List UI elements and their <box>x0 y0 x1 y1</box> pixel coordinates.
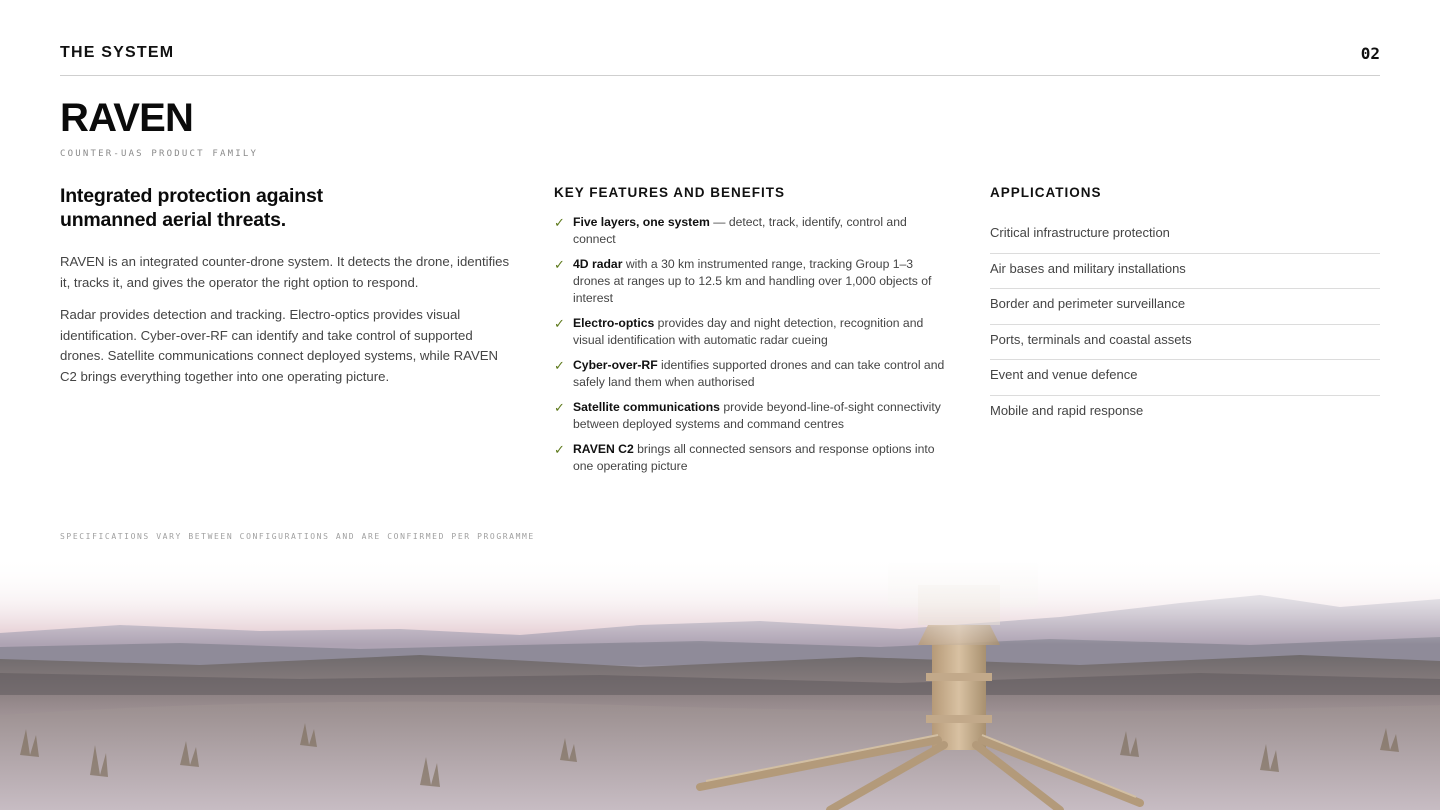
application-item: Border and perimeter surveillance <box>990 289 1380 325</box>
features-list <box>554 214 946 475</box>
feature-text: — detect, track, identify, control and connect <box>573 215 907 246</box>
check-icon: ✓ <box>554 442 565 457</box>
check-icon: ✓ <box>554 400 565 415</box>
features-heading: KEY FEATURES AND BENEFITS <box>554 185 786 200</box>
applications-list <box>990 218 1380 431</box>
page-header <box>60 44 1380 76</box>
feature-text: identifies supported drones and can take control and safely land them when authorised <box>573 358 945 389</box>
specifications-footnote: SPECIFICATIONS VARY BETWEEN CONFIGURATIONS AND ARE CONFIRMED PER PROGRAMME <box>60 532 535 541</box>
feature-title: Cyber-over-RF <box>573 358 658 372</box>
feature-item <box>554 357 946 391</box>
feature-title: Satellite communications <box>573 400 720 414</box>
feature-text: provides day and night detection, recognition and visual identification with automatic radar cueing <box>573 316 924 347</box>
intro-headline-line2: unmanned aerial threats. <box>60 209 287 231</box>
application-item: Mobile and rapid response <box>990 402 1144 418</box>
applications-column <box>990 185 1380 431</box>
intro-headline-line1: Integrated protection against <box>60 185 323 207</box>
feature-title: Five layers, one system <box>573 215 710 229</box>
feature-title: Electro-optics <box>573 316 655 330</box>
feature-item <box>554 256 946 307</box>
check-icon: ✓ <box>554 358 565 373</box>
feature-item <box>554 441 946 475</box>
intro-column <box>60 184 510 387</box>
check-icon: ✓ <box>554 257 565 272</box>
intro-paragraph: Radar provides detection and tracking. Electro-optics provides visual identification. Cyber-over-RF can identify and take control of supported drones. Satellite communications connect deployed systems, while RAVEN C2 brings everything together into one operating picture. <box>60 307 499 384</box>
feature-item <box>554 399 946 433</box>
intro-headline <box>60 184 510 232</box>
application-item: Event and venue defence <box>990 360 1380 396</box>
application-item: Ports, terminals and coastal assets <box>990 325 1380 361</box>
feature-title: RAVEN C2 <box>573 442 634 456</box>
section-label: THE SYSTEM <box>60 44 175 61</box>
feature-title: 4D radar <box>573 257 623 271</box>
application-item: Critical infrastructure protection <box>990 218 1380 254</box>
intro-paragraph: RAVEN is an integrated counter-drone system. It detects the drone, identifies it, tracks it, and gives the operator the right option to respond. <box>60 254 510 290</box>
product-family-subtitle: COUNTER-UAS PRODUCT FAMILY <box>60 149 259 159</box>
feature-text: brings all connected sensors and response options into one operating picture <box>573 442 935 473</box>
applications-heading: APPLICATIONS <box>990 185 1102 200</box>
landscape-photo <box>0 555 1440 810</box>
application-item: Air bases and military installations <box>990 254 1380 290</box>
product-title: RAVEN <box>60 96 194 140</box>
feature-item <box>554 315 946 349</box>
desert-landscape-image <box>0 555 1440 810</box>
check-icon: ✓ <box>554 316 565 331</box>
feature-text: with a 30 km instrumented range, tracking Group 1–3 drones at ranges up to 12.5 km and handling over 1,000 objects of interest <box>573 257 932 305</box>
features-column <box>554 185 946 483</box>
check-icon: ✓ <box>554 215 565 230</box>
feature-text: provide beyond-line-of-sight connectivity between deployed systems and command centres <box>573 400 941 431</box>
feature-item <box>554 214 946 248</box>
page-number: 02 <box>1360 44 1380 63</box>
